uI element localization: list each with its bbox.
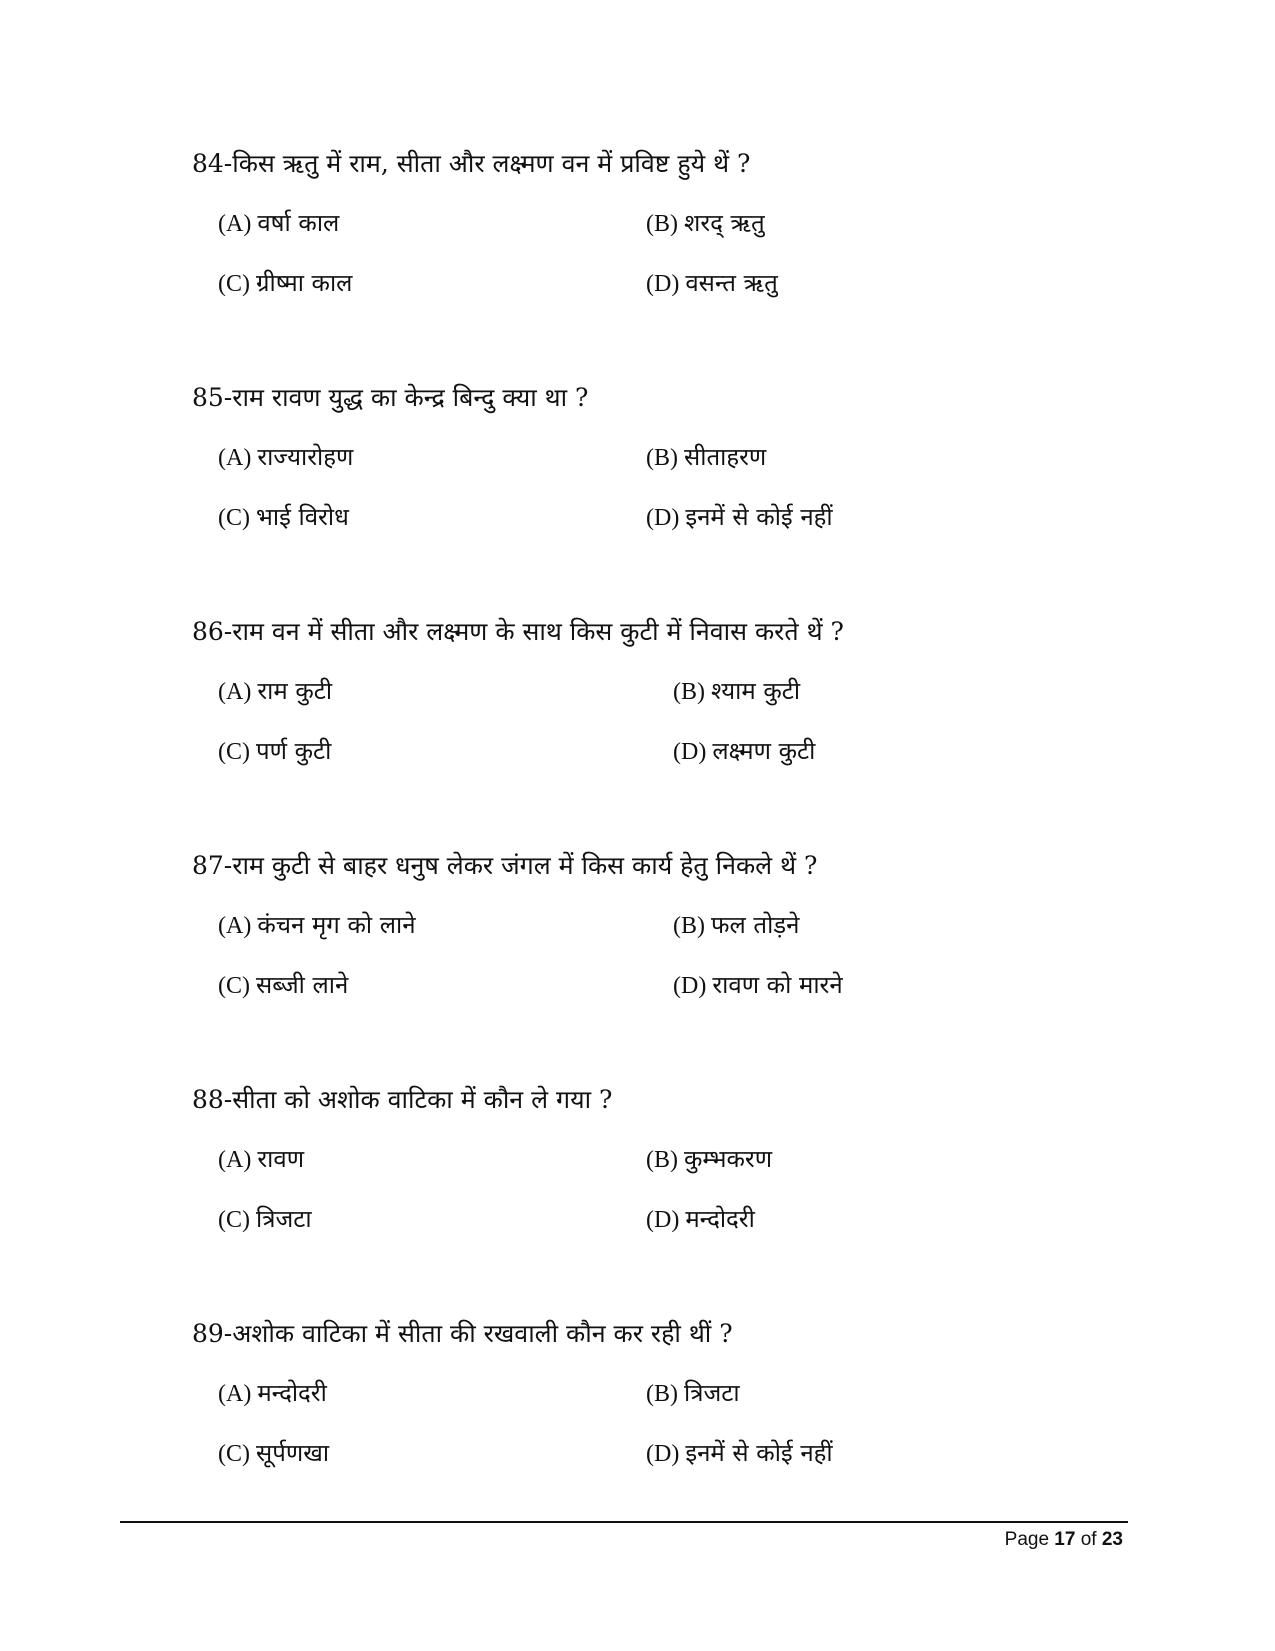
question-text: 84-किस ऋतु में राम, सीता और लक्ष्मण वन में प्रविष्ट हुये थें ? xyxy=(192,149,751,178)
option-c xyxy=(218,1436,329,1469)
total-pages: 23 xyxy=(1101,1529,1123,1550)
question-text: 89-अशोक वाटिका में सीता की रखवाली कौन कर रही थीं ? xyxy=(192,1319,733,1348)
page-word: Page xyxy=(1004,1529,1050,1550)
option-text: इनमें से कोई नहीं xyxy=(685,503,833,531)
option-b xyxy=(673,674,800,707)
option-text: सूर्पणखा xyxy=(256,1439,330,1467)
option-a xyxy=(218,1376,327,1409)
option-label: (C) xyxy=(218,973,250,999)
option-d xyxy=(673,968,843,1001)
footer-divider xyxy=(120,1521,1128,1523)
option-label: (A) xyxy=(218,1381,252,1407)
option-label: (A) xyxy=(218,211,252,237)
option-label: (D) xyxy=(646,271,680,297)
option-d xyxy=(646,1202,755,1235)
option-text: राज्यारोहण xyxy=(257,443,354,471)
option-text: वसन्त ऋतु xyxy=(685,269,778,297)
option-label: (B) xyxy=(646,445,678,471)
option-text: कंचन मृग को लाने xyxy=(257,911,416,939)
option-text: कुम्भकरण xyxy=(684,1145,773,1173)
question-text: 85-राम रावण युद्ध का केन्द्र बिन्दु क्या था ? xyxy=(192,383,589,412)
option-a xyxy=(218,674,332,707)
option-label: (B) xyxy=(646,1147,678,1173)
option-b xyxy=(646,440,766,473)
option-text: भाई विरोध xyxy=(256,503,349,531)
option-label: (B) xyxy=(646,211,678,237)
option-c xyxy=(218,266,352,299)
option-text: शरद् ऋतु xyxy=(684,209,765,237)
option-a xyxy=(218,440,353,473)
option-c xyxy=(218,500,349,533)
option-text: राम कुटी xyxy=(257,677,333,705)
option-d xyxy=(646,1436,833,1469)
option-label: (C) xyxy=(218,1207,250,1233)
option-b xyxy=(646,1376,740,1409)
option-text: सब्जी लाने xyxy=(256,971,349,999)
option-label: (B) xyxy=(673,913,705,939)
option-text: ग्रीष्मा काल xyxy=(256,269,353,297)
option-label: (D) xyxy=(673,973,707,999)
option-label: (A) xyxy=(218,1147,252,1173)
option-label: (A) xyxy=(218,913,252,939)
option-text: पर्ण कुटी xyxy=(256,737,332,765)
option-text: मन्दोदरी xyxy=(685,1205,755,1233)
page-number xyxy=(1005,1529,1123,1551)
option-b xyxy=(673,908,799,941)
option-c xyxy=(218,734,331,767)
option-text: लक्ष्मण कुटी xyxy=(712,737,816,765)
option-label: (B) xyxy=(673,679,705,705)
current-page: 17 xyxy=(1054,1529,1076,1550)
option-c xyxy=(218,968,348,1001)
option-text: वर्षा काल xyxy=(257,209,340,237)
option-d xyxy=(673,734,815,767)
question-text: 87-राम कुटी से बाहर धनुष लेकर जंगल में किस कार्य हेतु निकले थें ? xyxy=(192,851,818,880)
option-text: त्रिजटा xyxy=(256,1205,312,1233)
option-b xyxy=(646,206,765,239)
option-label: (D) xyxy=(673,739,707,765)
option-b xyxy=(646,1142,772,1175)
option-text: त्रिजटा xyxy=(684,1379,740,1407)
option-label: (C) xyxy=(218,271,250,297)
option-text: सीताहरण xyxy=(684,443,767,471)
option-label: (D) xyxy=(646,505,680,531)
option-label: (A) xyxy=(218,445,252,471)
option-text: फल तोड़ने xyxy=(711,911,800,939)
option-d xyxy=(646,266,778,299)
option-label: (C) xyxy=(218,1441,250,1467)
option-text: इनमें से कोई नहीं xyxy=(685,1439,833,1467)
option-label: (D) xyxy=(646,1207,680,1233)
option-a xyxy=(218,1142,304,1175)
option-label: (B) xyxy=(646,1381,678,1407)
option-text: मन्दोदरी xyxy=(257,1379,327,1407)
option-c xyxy=(218,1202,312,1235)
option-text: रावण xyxy=(257,1145,305,1173)
of-word: of xyxy=(1080,1529,1097,1550)
option-label: (D) xyxy=(646,1441,680,1467)
question-text: 86-राम वन में सीता और लक्ष्मण के साथ किस कुटी में निवास करते थें ? xyxy=(192,617,844,646)
option-d xyxy=(646,500,833,533)
question-text: 88-सीता को अशोक वाटिका में कौन ले गया ? xyxy=(192,1085,613,1114)
option-label: (C) xyxy=(218,739,250,765)
option-a xyxy=(218,908,416,941)
option-text: रावण को मारने xyxy=(712,971,843,999)
option-a xyxy=(218,206,339,239)
option-label: (A) xyxy=(218,679,252,705)
option-label: (C) xyxy=(218,505,250,531)
option-text: श्याम कुटी xyxy=(711,677,801,705)
